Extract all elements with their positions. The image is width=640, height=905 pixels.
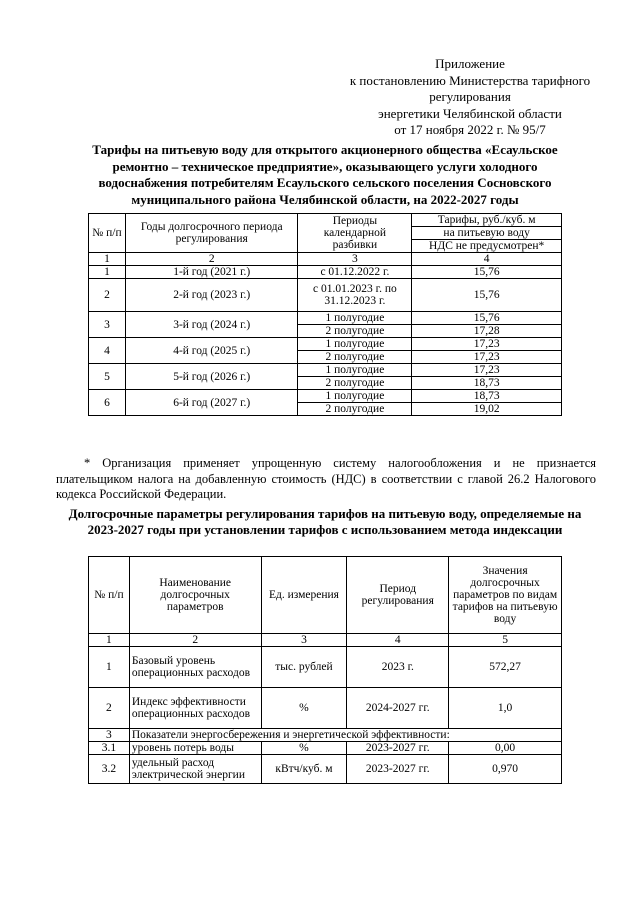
row-value: 1,0 bbox=[449, 688, 562, 729]
row-number: 6 bbox=[89, 390, 126, 416]
row-period: с 01.12.2022 г. bbox=[298, 266, 412, 279]
table-row bbox=[89, 312, 562, 325]
table-row bbox=[89, 647, 562, 688]
table-row bbox=[89, 390, 562, 403]
row-number: 1 bbox=[89, 647, 130, 688]
row-value: 0,970 bbox=[449, 755, 562, 784]
table-row bbox=[89, 729, 562, 742]
appendix-line: к постановлению Министерства тарифного bbox=[349, 72, 591, 88]
row-period: 2 полугодие bbox=[298, 403, 412, 416]
row-unit: тыс. рублей bbox=[261, 647, 347, 688]
row-tariff: 17,28 bbox=[412, 325, 562, 338]
header-cell: Ед. измерения bbox=[261, 557, 347, 634]
row-number: 3 bbox=[89, 729, 130, 742]
header-cell: Годы долгосрочного периода регулирования bbox=[125, 214, 298, 253]
row-number: 3.1 bbox=[89, 742, 130, 755]
row-period: 1 полугодие bbox=[298, 312, 412, 325]
row-year: 4-й год (2025 г.) bbox=[125, 338, 298, 364]
column-number: 3 bbox=[261, 634, 347, 647]
table-row bbox=[89, 338, 562, 351]
row-parameter: удельный расход электрической энергии bbox=[129, 755, 261, 784]
row-number: 1 bbox=[89, 266, 126, 279]
row-unit: % bbox=[261, 688, 347, 729]
row-tariff: 15,76 bbox=[412, 312, 562, 325]
row-tariff: 17,23 bbox=[412, 364, 562, 377]
row-number: 2 bbox=[89, 279, 126, 312]
row-period: 2 полугодие bbox=[298, 325, 412, 338]
row-number: 2 bbox=[89, 688, 130, 729]
column-number: 2 bbox=[125, 253, 298, 266]
row-parameter: Базовый уровень операционных расходов bbox=[129, 647, 261, 688]
appendix-line: регулирования bbox=[429, 89, 511, 104]
column-number: 5 bbox=[449, 634, 562, 647]
row-period: 2024-2027 гг. bbox=[347, 688, 449, 729]
column-number: 3 bbox=[298, 253, 412, 266]
table-row bbox=[89, 755, 562, 784]
row-value: 0,00 bbox=[449, 742, 562, 755]
row-period: 2 полугодие bbox=[298, 351, 412, 364]
appendix-line: энергетики Челябинской области bbox=[378, 105, 562, 121]
row-unit: % bbox=[261, 742, 347, 755]
footnote: * Организация применяет упрощенную систему налогообложения и не признается плательщиком налога на добавленную стоимость (НДС) в соответствии с главой 26.2 Налогового кодекса Российской Федерации. bbox=[56, 456, 596, 501]
row-number: 5 bbox=[89, 364, 126, 390]
column-number: 1 bbox=[89, 634, 130, 647]
row-year: 1-й год (2021 г.) bbox=[125, 266, 298, 279]
table-row bbox=[89, 279, 562, 312]
row-tariff: 17,23 bbox=[412, 351, 562, 364]
row-parameter: Индекс эффективности операционных расходов bbox=[129, 688, 261, 729]
row-parameter: Показатели энергосбережения и энергетической эффективности: bbox=[129, 729, 561, 742]
row-period: 2023-2027 гг. bbox=[347, 755, 449, 784]
row-tariff: 15,76 bbox=[412, 279, 562, 312]
parameters-title: Долгосрочные параметры регулирования тарифов на питьевую воду, определяемые на 2023-2027 годы при установлении тарифов с использованием метода индексации bbox=[68, 506, 582, 537]
table-row bbox=[89, 364, 562, 377]
row-period: 2023 г. bbox=[347, 647, 449, 688]
row-year: 6-й год (2027 г.) bbox=[125, 390, 298, 416]
parameters-table bbox=[88, 556, 562, 784]
column-number: 4 bbox=[412, 253, 562, 266]
row-number: 3.2 bbox=[89, 755, 130, 784]
header-cell: Периоды календарной разбивки bbox=[298, 214, 412, 253]
tariff-table bbox=[88, 213, 562, 416]
header-cell: № п/п bbox=[89, 214, 126, 253]
row-tariff: 15,76 bbox=[412, 266, 562, 279]
row-period: 1 полугодие bbox=[298, 364, 412, 377]
row-number: 3 bbox=[89, 312, 126, 338]
appendix-header bbox=[330, 56, 610, 139]
row-tariff: 19,02 bbox=[412, 403, 562, 416]
tariff-title: Тарифы на питьевую воду для открытого акционерного общества «Есаульское ремонтно – техническое предприятие», оказывающего услуги холодного водоснабжения потребителям Есаульского сельского поселения Сосновского муниципального района Челябинской области, на 2022-2027 годы bbox=[92, 142, 558, 207]
row-period: 1 полугодие bbox=[298, 390, 412, 403]
header-cell: на питьевую воду bbox=[412, 227, 562, 240]
row-tariff: 17,23 bbox=[412, 338, 562, 351]
row-value: 572,27 bbox=[449, 647, 562, 688]
row-year: 3-й год (2024 г.) bbox=[125, 312, 298, 338]
header-cell: Период регулирования bbox=[347, 557, 449, 634]
table-row bbox=[89, 742, 562, 755]
header-cell: НДС не предусмотрен* bbox=[412, 240, 562, 253]
row-tariff: 18,73 bbox=[412, 377, 562, 390]
header-cell: № п/п bbox=[89, 557, 130, 634]
row-period: 1 полугодие bbox=[298, 338, 412, 351]
row-unit: кВтч/куб. м bbox=[261, 755, 347, 784]
row-year: 5-й год (2026 г.) bbox=[125, 364, 298, 390]
row-number: 4 bbox=[89, 338, 126, 364]
row-year: 2-й год (2023 г.) bbox=[125, 279, 298, 312]
header-cell: Наименование долгосрочных параметров bbox=[129, 557, 261, 634]
row-tariff: 18,73 bbox=[412, 390, 562, 403]
appendix-line: от 17 ноября 2022 г. № 95/7 bbox=[394, 122, 546, 137]
appendix-line: Приложение bbox=[435, 56, 505, 71]
row-period: 2 полугодие bbox=[298, 377, 412, 390]
table-row bbox=[89, 266, 562, 279]
row-period: 2023-2027 гг. bbox=[347, 742, 449, 755]
row-period: с 01.01.2023 г. по 31.12.2023 г. bbox=[298, 279, 412, 312]
column-number: 1 bbox=[89, 253, 126, 266]
header-cell: Тарифы, руб./куб. м bbox=[412, 214, 562, 227]
header-cell: Значения долгосрочных параметров по видам тарифов на питьевую воду bbox=[449, 557, 562, 634]
table-row bbox=[89, 688, 562, 729]
row-parameter: уровень потерь воды bbox=[129, 742, 261, 755]
column-number: 2 bbox=[129, 634, 261, 647]
column-number: 4 bbox=[347, 634, 449, 647]
